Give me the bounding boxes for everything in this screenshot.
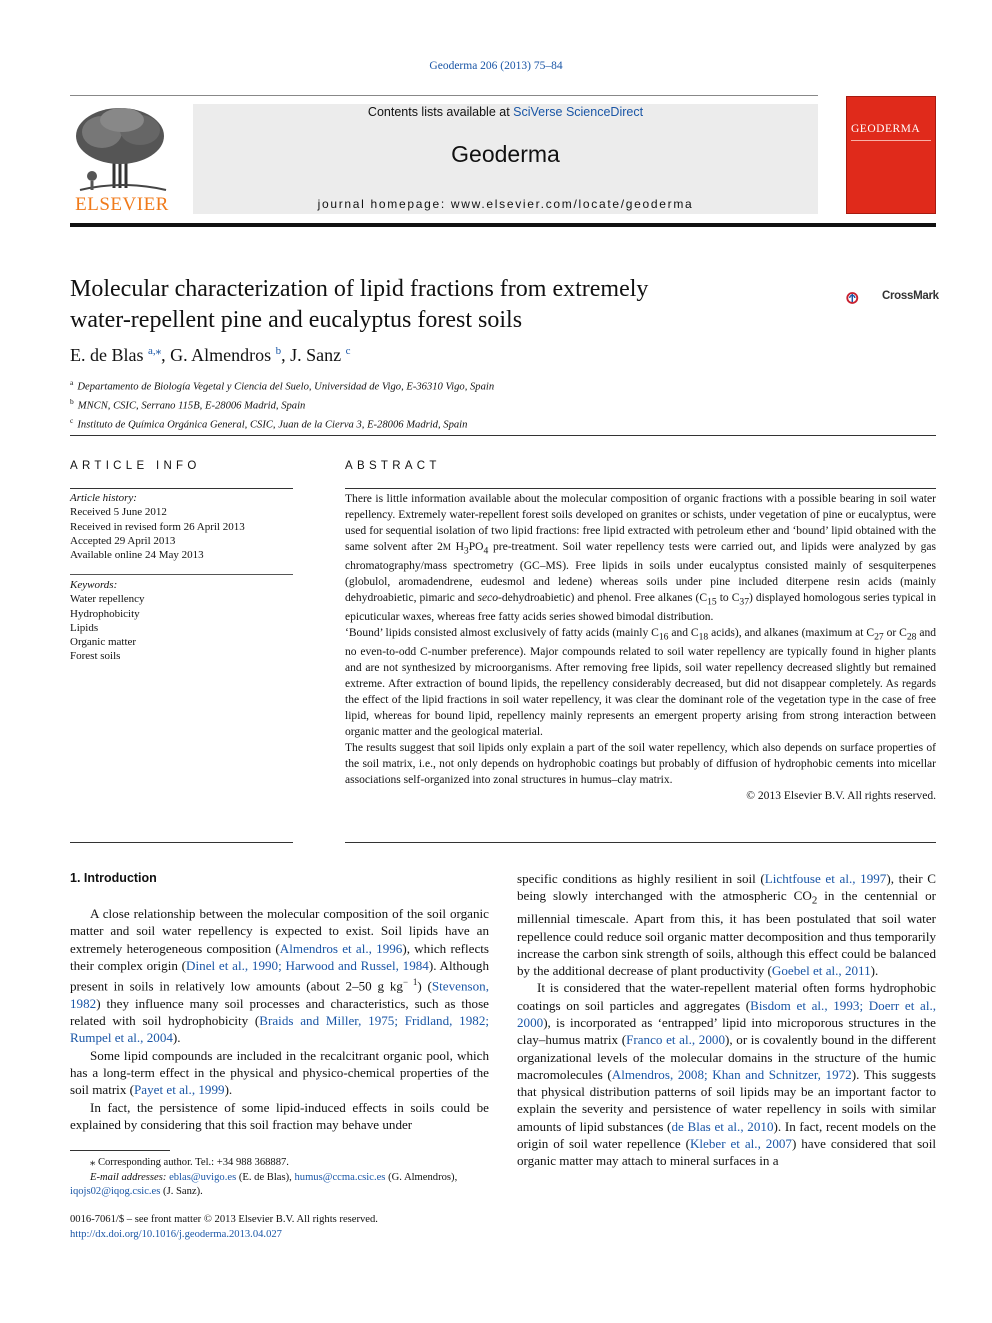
- reference-link[interactable]: Bisdom et al., 1993; Doerr et al., 2000: [517, 997, 936, 1030]
- article-title: [70, 274, 790, 336]
- keyword-item: Forest soils: [70, 650, 121, 663]
- article-info-rule: [70, 488, 293, 489]
- history-item: Available online 24 May 2013: [70, 549, 204, 562]
- body-paragraph: specific conditions as highly resilient in soil (Lichtfouse et al., 1997), their C being slowly interchanged with the atmospheric $CO_2$ in the centennial or millennial timescale. Apart from this, it has been postulated that soil water repellence could reduce soil organic matter decomposition and thus temporarily increase the carbon sink strength of soils, although this effect could be balanced by the additional decrease of plant productivity (Goebel et al., 2011).: [517, 871, 936, 979]
- elsevier-wordmark: ELSEVIER: [75, 194, 169, 215]
- abstract-paragraph: There is little information available about the molecular composition of organic fractions with a possible bearing in soil water repellency. Extremely water-repellent forest soils developed on granites or schists, under vegetation of pine or eucalyptus, were used for sequential isolation of two lipid fractions: free lipid extracted with petroleum ether and ‘bound’ lipid obtained with the same solvent after 2M $H_3PO_4$ pre-treatment. Soil water repellency tests were carried out, and lipids were analyzed by gas chromatography/mass spectrometry (GC–MS). Free lipids in soils under eucalyptus consisted mainly of sesquiterpenes (globulol, aromadendrene, eudesmol and ledene) whereas soils under pine included diterpene resin acids (mainly dehydroabietic, pimaric and seco-dehydroabietic) and phenol. Free alkanes ($C_{15}$ to $C_{37}$) displayed homologous series typical in epicuticular waxes, whereas free fatty acids series showed bimodal distribution.: [345, 493, 937, 624]
- title-line-2: water-repellent pine and eucalyptus forest soils: [70, 307, 523, 333]
- reference-link[interactable]: Almendros, 2008; Khan and Schnitzer, 1972: [611, 1066, 852, 1082]
- abstract-heading: ABSTRACT: [345, 460, 441, 472]
- contents-prefix: Contents lists available at: [367, 105, 514, 119]
- reference-link[interactable]: Franco et al., 2000: [626, 1032, 725, 1048]
- history-item: Received in revised form 26 April 2013: [70, 520, 245, 533]
- email-link[interactable]: humus@ccma.csic.es: [294, 1171, 386, 1183]
- email-addresses-cont: iqojs02@iqog.csic.es (J. Sanz).: [70, 1186, 203, 1197]
- keywords-label: Keywords:: [70, 579, 118, 591]
- footnote-rule: [70, 1150, 170, 1151]
- author-affil-link[interactable]: b: [275, 345, 282, 357]
- header-thick-rule: [70, 223, 936, 227]
- body-column-left: [70, 905, 489, 1133]
- keyword-item: Water repellency: [70, 593, 145, 606]
- journal-cover-image: [846, 96, 936, 214]
- abstract-rule: [345, 488, 936, 489]
- article-info-bottom-rule: [70, 842, 293, 843]
- abstract-body: [345, 492, 936, 805]
- crossmark-label[interactable]: CrossMark: [882, 290, 939, 302]
- reference-link[interactable]: Almendros et al., 1996: [279, 940, 403, 956]
- introduction-heading: 1. Introduction: [70, 871, 157, 885]
- history-item: Accepted 29 April 2013: [70, 534, 176, 547]
- corresponding-author-note: ⁎ Corresponding author. Tel.: +34 988 368887.: [90, 1157, 289, 1168]
- journal-citation-link[interactable]: Geoderma 206 (2013) 75–84: [429, 60, 563, 72]
- affiliation-item: $^c$ Instituto de Química Orgánica General, CSIC, Juan de la Cierva 3, E-28006 Madrid, Spain: [70, 416, 468, 431]
- affiliations: [70, 376, 770, 433]
- body-paragraph: A close relationship between the molecular composition of the soil organic matter and soil water repellency is expected to exist. Soil lipids have an extremely heterogeneous composition (Almendros et al., 1996), which reflects their complex origin (Dinel et al., 1990; Harwood and Russel, 1984). Although present in soils in relatively low amounts (about 2–50 g $kg^{- 1}$) (Stevenson, 1982) they influence many soil processes and characteristics, such as those related with soil hydrophobicity (Braids and Miller, 1975; Fridland, 1982; Rumpel et al., 2004).: [70, 906, 490, 1046]
- journal-name: Geoderma: [451, 141, 560, 167]
- reference-link[interactable]: Payet et al., 1999: [134, 1082, 225, 1098]
- abstract-bottom-rule: [345, 842, 936, 843]
- body-paragraph: It is considered that the water-repellent material often forms hydrophobic coatings on soil particles and aggregates (Bisdom et al., 1993; Doerr et al., 2000), is incorporated as ‘entrapped’ lipid into microporous structures in the clay–humus matrix (Franco et al., 2000), or is covalently bound in the different organizational levels of the molecular domains in the structure of the humic macromolecules (Almendros, 2008; Khan and Schnitzer, 1972). This suggests that physical distribution patterns of soil lipids may be an important factor to explain the severity and persistence of water repellency in soils with similar amounts of lipid substances (de Blas et al., 2010). In fact, recent models on the origin of soil water repellence (Kleber et al., 2007) have considered that soil organic matter may attach to mineral surfaces in a: [517, 980, 936, 1169]
- affiliation-item: $^b$ MNCN, CSIC, Serrano 115B, E-28006 Madrid, Spain: [70, 397, 306, 412]
- reference-link[interactable]: Braids and Miller, 1975; Fridland, 1982; Rumpel et al., 2004: [70, 1013, 490, 1046]
- reference-link[interactable]: Dinel et al., 1990; Harwood and Russel, 1984: [186, 957, 429, 973]
- journal-cover-rule: [851, 140, 931, 143]
- body-paragraph: In fact, the persistence of some lipid-induced effects in soils could be explained by considering that this soil fraction may behave under: [70, 1099, 489, 1132]
- copyright-notice: © 2013 Elsevier B.V. All rights reserved.: [746, 790, 936, 803]
- abstract-paragraph: ‘Bound’ lipids consisted almost exclusively of fatty acids (mainly $C_{16}$ and $C_{18}$ acids), and alkanes (maximum at $C_{27}$ or $C_{28}$ and no even-to-odd C-number preference). Major compounds related to soil water repellency are typically found in higher plants and are not synthesized by microorganisms. After removing free lipids, soil water repellency decreased slightly but remained extreme. After extraction of bound lipids, the repellency considerably decreased, but did not disappear completely. As regards the effect of the lipid fractions in soil water repellency, it was clear the dominant role of the vegetation type in the case of free lipid, whereas for bound lipid, repellency mainly represents an emergent property arising from strong interaction between organic matter and the geological material.: [345, 627, 936, 739]
- front-matter: [70, 1213, 489, 1242]
- email-link[interactable]: iqojs02@iqog.csic.es: [70, 1186, 161, 1197]
- reference-link[interactable]: Goebel et al., 2011: [771, 963, 871, 979]
- email-addresses: E-mail addresses: eblas@uvigo.es (E. de Blas), humus@ccma.csic.es (G. Almendros),: [90, 1171, 458, 1183]
- doi-link[interactable]: http://dx.doi.org/10.1016/j.geoderma.2013.04.027: [70, 1228, 282, 1240]
- journal-homepage[interactable]: journal homepage: www.elsevier.com/locate/geoderma: [317, 197, 694, 211]
- contents-line: [193, 105, 818, 119]
- affiliation-item: $^a$ Departamento de Biología Vegetal y Ciencia del Suelo, Universidad de Vigo, E-36310 Vigo, Spain: [70, 378, 495, 393]
- reference-link[interactable]: de Blas et al., 2010: [671, 1118, 774, 1134]
- title-line-1: Molecular characterization of lipid fractions from extremely: [70, 276, 649, 302]
- email-link[interactable]: eblas@uvigo.es: [169, 1171, 237, 1183]
- header-top-rule: [70, 95, 818, 96]
- keywords: [70, 578, 293, 664]
- section-divider: [70, 435, 936, 436]
- reference-link[interactable]: Kleber et al., 2007: [689, 1136, 792, 1152]
- article-info-heading: ARTICLE INFO: [70, 460, 201, 472]
- keyword-item: Lipids: [70, 621, 99, 634]
- abstract-paragraph: The results suggest that soil lipids only explain a part of the soil water repellency, which also depends on surface properties of the soil matrix, i.e., not only depends on hydrophobic coatings but probably of diffusion of hydrophobic cements into micellar associations self-organized into zonal structures in humus–clay matrix.: [345, 742, 936, 787]
- issn-line: 0016-7061/$ – see front matter © 2013 Elsevier B.V. All rights reserved.: [70, 1214, 378, 1225]
- history-label: Article history:: [70, 492, 137, 504]
- author-affil-link[interactable]: c: [345, 345, 351, 357]
- reference-link[interactable]: Stevenson, 1982: [70, 978, 489, 1011]
- reference-link[interactable]: Lichtfouse et al., 1997: [764, 871, 887, 886]
- body-column-right: [517, 870, 936, 1170]
- keyword-item: Organic matter: [70, 636, 137, 649]
- author-affil-link[interactable]: a,⁎: [148, 345, 162, 357]
- author-name: E. de Blas: [70, 345, 144, 365]
- body-paragraph: Some lipid compounds are included in the recalcitrant organic pool, which has a long-term effect in the physical and physico-chemical properties of the soil matrix (Payet et al., 1999).: [70, 1047, 489, 1098]
- keyword-item: Hydrophobicity: [70, 607, 140, 620]
- crossmark-icon[interactable]: [846, 281, 880, 315]
- footnotes: [70, 1156, 489, 1200]
- article-history: [70, 491, 293, 562]
- author-list: E. de Blas $^{a,⁎}$, G. Almendros $^b$, J. Sanz $^c$: [70, 345, 351, 365]
- author-name: J. Sanz: [290, 345, 342, 365]
- author-name: G. Almendros: [170, 345, 272, 365]
- history-item: Received 5 June 2012: [70, 506, 167, 519]
- article-info-divider: [70, 574, 293, 575]
- journal-cover-title: GEODERMA: [851, 123, 921, 135]
- sciencedirect-link[interactable]: SciVerse ScienceDirect: [513, 105, 644, 119]
